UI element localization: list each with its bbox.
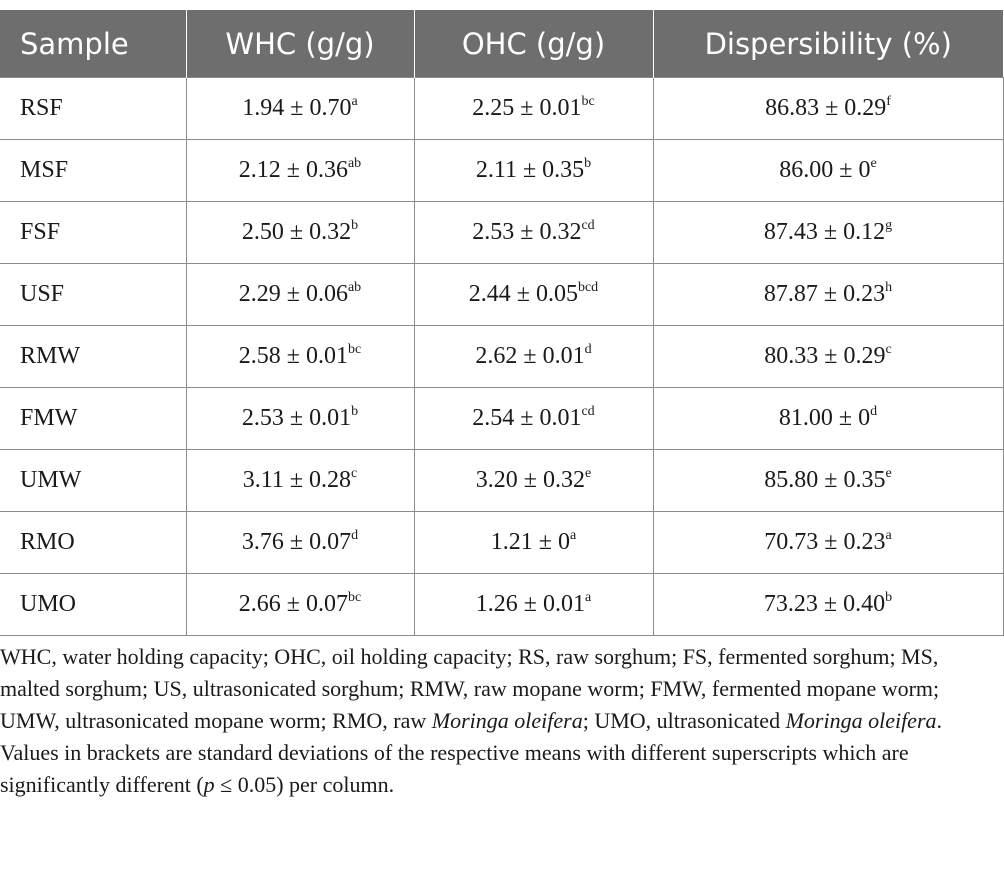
table-row <box>0 388 1003 450</box>
cell-whc <box>186 388 414 450</box>
cell-whc-value: 2.58 ± 0.01 <box>238 343 348 369</box>
cell-whc <box>186 202 414 264</box>
cell-dispersibility-value: 86.00 ± 0 <box>779 157 871 183</box>
cell-ohc <box>414 140 653 202</box>
cell-whc-value: 3.76 ± 0.07 <box>241 529 352 555</box>
cell-whc-superscript: b <box>351 218 359 233</box>
cell-whc <box>186 450 414 512</box>
footnote-text-4: ≤ 0.05) per column. <box>214 772 395 797</box>
cell-whc <box>186 326 414 388</box>
footnote-italic-p: p <box>203 772 215 797</box>
cell-sample: RMW <box>0 326 186 388</box>
cell-sample: RMO <box>0 512 186 574</box>
cell-ohc-superscript: cd <box>581 404 595 419</box>
cell-dispersibility-value: 87.43 ± 0.12 <box>763 219 886 245</box>
cell-ohc-superscript: cd <box>581 218 595 233</box>
table-row <box>0 140 1003 202</box>
cell-whc-superscript: b <box>351 404 359 419</box>
cell-whc <box>186 512 414 574</box>
cell-sample: UMO <box>0 574 186 636</box>
cell-whc-superscript: bc <box>347 342 362 357</box>
cell-dispersibility <box>653 78 1003 140</box>
cell-dispersibility-superscript: e <box>870 156 877 171</box>
table-row <box>0 574 1003 636</box>
cell-dispersibility-superscript: d <box>870 404 878 419</box>
cell-dispersibility <box>653 450 1003 512</box>
cell-ohc-superscript: a <box>569 528 577 543</box>
cell-ohc-value: 1.21 ± 0 <box>490 529 570 555</box>
cell-sample: USF <box>0 264 186 326</box>
cell-sample: FMW <box>0 388 186 450</box>
cell-ohc <box>414 326 653 388</box>
cell-dispersibility-value: 81.00 ± 0 <box>778 405 871 431</box>
table-body <box>0 78 1003 636</box>
cell-ohc <box>414 264 653 326</box>
cell-ohc-superscript: d <box>584 342 592 357</box>
cell-ohc-superscript: e <box>584 466 592 481</box>
table-row <box>0 512 1003 574</box>
header-ohc: OHC (g/g) <box>414 10 653 78</box>
cell-whc-superscript: c <box>351 466 358 481</box>
cell-sample: FSF <box>0 202 186 264</box>
cell-whc-value: 2.12 ± 0.36 <box>238 157 348 183</box>
footnote-text-2: ; UMO, ultrasonicated <box>582 708 786 733</box>
cell-dispersibility-superscript: f <box>886 94 891 109</box>
results-table-container <box>0 10 1003 636</box>
cell-ohc-superscript: b <box>584 156 592 171</box>
cell-whc <box>186 574 414 636</box>
cell-whc-value: 2.53 ± 0.01 <box>241 405 352 431</box>
cell-dispersibility <box>653 512 1003 574</box>
cell-ohc <box>414 450 653 512</box>
cell-ohc-superscript: a <box>584 590 592 605</box>
table-row <box>0 202 1003 264</box>
cell-sample: UMW <box>0 450 186 512</box>
cell-whc-value: 1.94 ± 0.70 <box>242 95 352 121</box>
cell-ohc-superscript: bc <box>581 94 595 109</box>
cell-dispersibility-value: 73.23 ± 0.40 <box>763 591 886 617</box>
table-header-row <box>0 10 1003 78</box>
footnote-italic-species-2: Moringa oleifera <box>785 708 937 733</box>
cell-dispersibility-superscript: h <box>885 280 893 295</box>
footnote-text-3: . Values in brackets are standard deviations of the respective means with different superscripts which are significantly different ( <box>0 708 943 797</box>
cell-dispersibility-value: 86.83 ± 0.29 <box>765 95 887 121</box>
cell-dispersibility <box>653 140 1003 202</box>
cell-ohc-superscript: bcd <box>577 280 599 295</box>
cell-ohc-value: 2.25 ± 0.01 <box>472 95 582 121</box>
cell-ohc-value: 2.44 ± 0.05 <box>468 281 578 307</box>
cell-dispersibility <box>653 202 1003 264</box>
table-row <box>0 264 1003 326</box>
cell-dispersibility <box>653 326 1003 388</box>
cell-ohc <box>414 388 653 450</box>
cell-whc <box>186 140 414 202</box>
cell-ohc <box>414 202 653 264</box>
cell-dispersibility-superscript: b <box>885 590 893 605</box>
cell-dispersibility-value: 70.73 ± 0.23 <box>764 529 886 555</box>
cell-dispersibility-value: 87.87 ± 0.23 <box>763 281 886 307</box>
cell-ohc-value: 1.26 ± 0.01 <box>475 591 585 617</box>
cell-whc-value: 2.50 ± 0.32 <box>241 219 352 245</box>
cell-dispersibility <box>653 264 1003 326</box>
cell-ohc-value: 2.11 ± 0.35 <box>475 157 585 183</box>
header-sample: Sample <box>0 10 186 78</box>
table-row <box>0 450 1003 512</box>
cell-whc-superscript: d <box>351 528 359 543</box>
cell-ohc-value: 2.62 ± 0.01 <box>475 343 585 369</box>
results-table <box>0 10 1004 636</box>
cell-ohc <box>414 78 653 140</box>
header-whc: WHC (g/g) <box>186 10 414 78</box>
cell-dispersibility <box>653 388 1003 450</box>
footnote-text-1: WHC, water holding capacity; OHC, oil holding capacity; RS, raw sorghum; FS, fermented sorghum; MS, malted sorghum; US, ultrasonicated sorghum; RMW, raw mopane worm; FMW, fermented mopane worm; UMW, ultrasonicated mopane worm; RMO, raw <box>0 644 940 733</box>
cell-whc <box>186 78 414 140</box>
footnote-italic-species-1: Moringa oleifera <box>431 708 583 733</box>
cell-ohc-value: 3.20 ± 0.32 <box>475 467 585 493</box>
cell-dispersibility-superscript: e <box>885 466 892 481</box>
cell-dispersibility-superscript: c <box>885 342 892 357</box>
cell-ohc <box>414 512 653 574</box>
cell-ohc <box>414 574 653 636</box>
cell-ohc-value: 2.54 ± 0.01 <box>472 405 582 431</box>
cell-dispersibility <box>653 574 1003 636</box>
cell-whc-superscript: ab <box>347 280 362 295</box>
cell-whc <box>186 264 414 326</box>
cell-ohc-value: 2.53 ± 0.32 <box>472 219 582 245</box>
cell-whc-value: 2.66 ± 0.07 <box>238 591 348 617</box>
cell-whc-superscript: ab <box>347 156 362 171</box>
table-row <box>0 326 1003 388</box>
cell-whc-value: 3.11 ± 0.28 <box>242 467 352 493</box>
cell-dispersibility-superscript: a <box>885 528 892 543</box>
cell-whc-superscript: bc <box>347 590 362 605</box>
cell-dispersibility-value: 80.33 ± 0.29 <box>764 343 886 369</box>
cell-sample: RSF <box>0 78 186 140</box>
header-dispersibility: Dispersibility (%) <box>653 10 1003 78</box>
cell-dispersibility-superscript: g <box>885 218 893 233</box>
cell-dispersibility-value: 85.80 ± 0.35 <box>764 467 886 493</box>
table-footnote <box>0 641 1000 801</box>
cell-whc-superscript: a <box>351 94 358 109</box>
table-row <box>0 78 1003 140</box>
cell-whc-value: 2.29 ± 0.06 <box>238 281 348 307</box>
cell-sample: MSF <box>0 140 186 202</box>
